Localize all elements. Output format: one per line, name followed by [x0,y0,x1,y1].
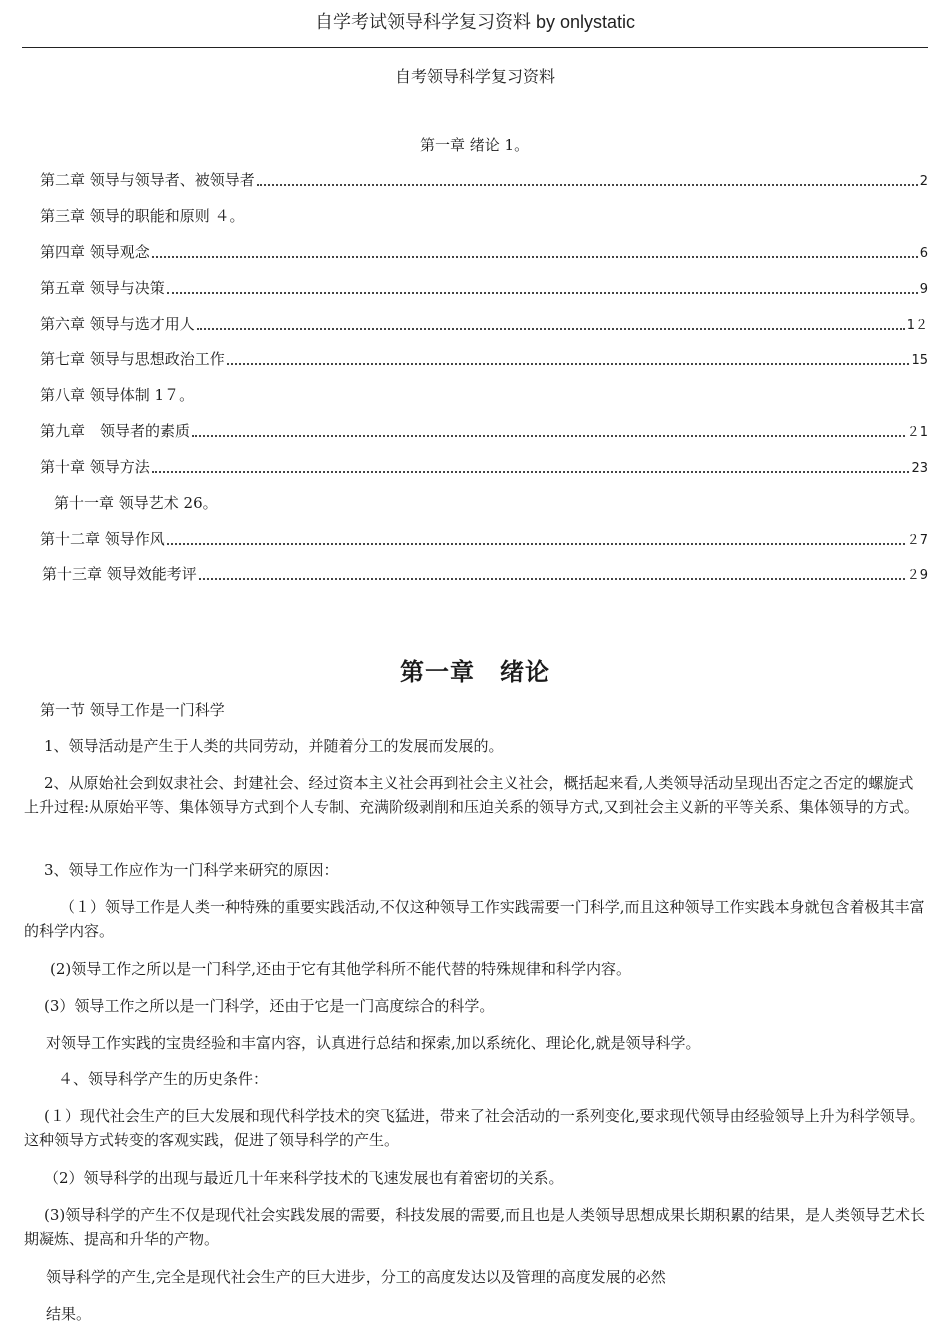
toc-entry-title: 第七章 领导与思想政治工作 [40,350,225,368]
paragraph-2: 2、从原始社会到奴隶社会、封建社会、经过资本主义社会再到社会主义社会，概括起来看,人类领导活动呈现出否定之否定的螺旋式上升过程:从原始平等、集体领导方式到个人专制、充满阶级剥削和压迫关系的领导方式,又到社会主义新的平等关系、集体领导的方式。 [24,774,919,816]
toc-entry-page: ２9 [906,568,928,583]
toc-entry-chapter9[interactable] [40,420,928,442]
paragraph-3-3: (3）领导工作之所以是一门科学，还由于它是一门高度综合的科学。 [44,997,495,1015]
toc-entry-chapter6[interactable] [40,313,928,335]
toc-entry-page: 23 [911,461,928,476]
toc-entry-page: 2 [919,174,928,189]
toc-entry-page: 9 [919,282,928,297]
section-title: 第一节 领导工作是一门科学 [40,701,225,719]
toc-entry-page: ２7 [906,533,928,548]
toc-entry-title: 第五章 领导与决策 [40,279,165,297]
toc-leader-dots [197,328,905,330]
toc-entry-chapter4[interactable] [40,241,928,263]
toc-entry-chapter3[interactable]: 第三章 领导的职能和原则 ４。 [40,207,245,225]
toc-entry-page: 1２ [906,318,928,333]
toc-leader-dots [167,292,918,294]
toc-leader-dots [152,471,910,473]
paragraph-4-2: （2）领导科学的出现与最近几十年来科学技术的飞速发展也有着密切的关系。 [44,1169,564,1187]
chapter-heading: 第一章 绪论 [400,657,550,686]
paragraph-3-summary: 对领导工作实践的宝贵经验和丰富内容，认真进行总结和探索,加以系统化、理论化,就是领导科学。 [46,1034,701,1052]
paragraph-3: 3、领导工作应作为一门科学来研究的原因： [44,861,339,879]
toc-entry-chapter12[interactable] [40,528,928,550]
paragraph-1: 1、领导活动是产生于人类的共同劳动，并随着分工的发展而发展的。 [44,737,504,755]
toc-entry-chapter2[interactable] [40,169,928,191]
toc-leader-dots [199,578,905,580]
paragraph-4-1: (１）现代社会生产的巨大发展和现代科学技术的突飞猛进，带来了社会活动的一系列变化,要求现代领导由经验领导上升为科学领导。这种领导方式转变的客观实践，促进了领导科学的产生。 [24,1107,925,1149]
toc-entry-title: 第十二章 领导作风 [40,530,165,548]
toc-entry-page: 15 [911,353,928,368]
header-divider [22,47,928,48]
toc-leader-dots [152,256,918,258]
toc-entry-chapter10[interactable] [40,456,928,478]
page-header: 自学考试领导科学复习资料 by onlystatic [314,12,636,32]
toc-entry-chapter1[interactable]: 第一章 绪论 1。 [420,136,530,154]
paragraph-4-summary-end: 结果。 [46,1305,92,1323]
paragraph-3-1: （１）领导工作是人类一种特殊的重要实践活动,不仅这种领导工作实践需要一门科学,而且这种领导工作实践本身就包含着极其丰富的科学内容。 [24,898,925,940]
paragraph-3-2: (2)领导工作之所以是一门科学,还由于它有其他学科所不能代替的特殊规律和科学内容。 [50,960,632,978]
toc-entry-title: 第六章 领导与选才用人 [40,315,195,333]
toc-leader-dots [167,543,905,545]
paragraph-4: ４、领导科学产生的历史条件： [58,1070,269,1088]
toc-entry-chapter8[interactable]: 第八章 领导体制 1７。 [40,386,195,404]
paragraph-4-3: (3)领导科学的产生不仅是现代社会实践发展的需要，科技发展的需要,而且也是人类领导思想成果长期积累的结果，是人类领导艺术长期凝炼、提高和升华的产物。 [24,1206,926,1248]
toc-entry-title: 第十三章 领导效能考评 [42,565,197,583]
toc-entry-title: 第四章 领导观念 [40,243,150,261]
toc-entry-chapter13[interactable] [42,563,928,585]
toc-entry-title: 第十章 领导方法 [40,458,150,476]
toc-entry-chapter11[interactable]: 第十一章 领导艺术 26。 [54,494,218,512]
toc-entry-title: 第二章 领导与领导者、被领导者 [40,171,255,189]
toc-leader-dots [227,363,910,365]
toc-entry-page: ２1 [906,425,928,440]
toc-entry-chapter5[interactable] [40,277,928,299]
paragraph-4-summary: 领导科学的产生,完全是现代社会生产的巨大进步，分工的高度发达以及管理的高度发展的必然 [46,1268,666,1286]
toc-entry-chapter7[interactable] [40,348,928,370]
document-title: 自考领导科学复习资料 [394,67,555,86]
toc-entry-page: 6 [919,246,928,261]
toc-entry-title: 第九章 领导者的素质 [40,422,191,440]
toc-leader-dots [257,184,918,186]
toc-leader-dots [192,435,905,437]
